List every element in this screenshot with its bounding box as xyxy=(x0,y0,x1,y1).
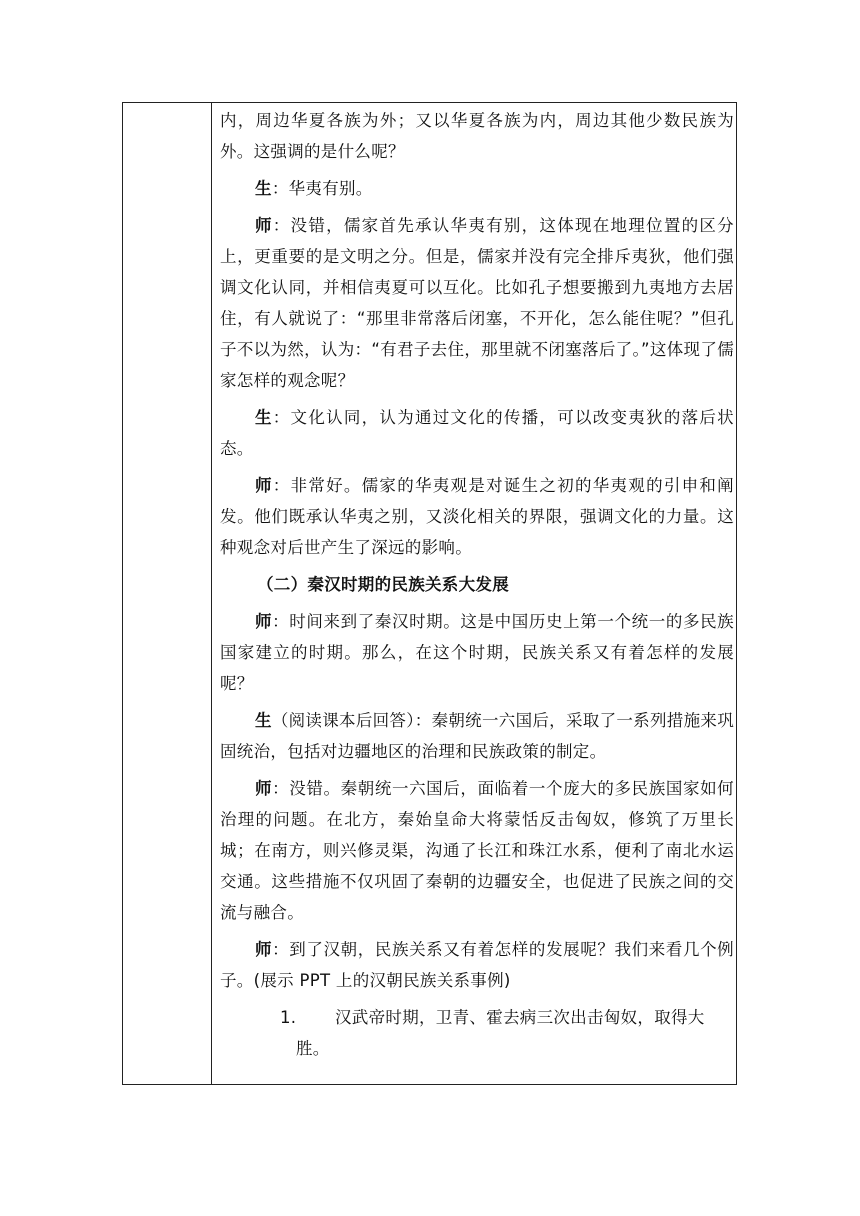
answer-text: ：文化认同，认为通过文化的传播，可以改变夷狄的落后状态。 xyxy=(220,408,734,458)
list-item xyxy=(220,1002,734,1064)
list-text-line: 汉武帝时期，卫青、霍去病三次出击匈奴，取得大 xyxy=(335,1008,705,1027)
lesson-table xyxy=(122,102,737,1085)
remark-text: ：非常好。儒家的华夷观是对诞生之初的华夷观的引申和阐发。他们既承认华夷之别，又淡化相关的界限，强调文化的力量。这种观念对后世产生了深远的影响。 xyxy=(220,476,734,557)
answer-text: （阅读课本后回答）：秦朝统一六国后，采取了一系列措施来巩固统治，包括对边疆地区的治理和民族政策的制定。 xyxy=(220,711,734,761)
teacher-remark xyxy=(220,210,734,396)
answer-text: ：华夷有别。 xyxy=(271,179,373,198)
remark-text: ：没错。秦朝统一六国后，面临着一个庞大的多民族国家如何治理的问题。在北方，秦始皇命大将蒙恬反击匈奴，修筑了万里长城；在南方，则兴修灵渠，沟通了长江和珠江水系，便利了南北水运交通。这些措施不仅巩固了秦朝的边疆安全，也促进了民族之间的交流与融合。 xyxy=(220,779,734,922)
speaker-label: 师 xyxy=(255,779,273,798)
speaker-label: 生 xyxy=(255,711,272,730)
list-text-line: 胜。 xyxy=(296,1039,330,1058)
teacher-remark xyxy=(220,934,734,996)
remark-text: ：时间来到了秦汉时期。这是中国历史上第一个统一的多民族国家建立的时期。那么，在这个时期，民族关系又有着怎样的发展呢？ xyxy=(220,612,734,693)
student-answer xyxy=(220,402,734,464)
speaker-label: 师 xyxy=(255,476,273,495)
remark-text: ：到了汉朝，民族关系又有着怎样的发展呢？我们来看几个例子。(展示 PPT 上的汉朝民族关系事例) xyxy=(220,940,734,990)
speaker-label: 生 xyxy=(255,408,273,427)
student-answer xyxy=(220,705,734,767)
speaker-label: 师 xyxy=(255,612,273,631)
speaker-label: 师 xyxy=(255,940,273,959)
section-heading: （二）秦汉时期的民族关系大发展 xyxy=(257,575,509,594)
teacher-remark xyxy=(220,773,734,928)
student-answer xyxy=(220,173,734,204)
teacher-remark xyxy=(220,470,734,563)
column-divider xyxy=(211,103,212,1084)
lesson-content xyxy=(220,105,734,1064)
teacher-remark xyxy=(220,606,734,699)
speaker-label: 生 xyxy=(255,179,272,198)
remark-text: ：没错，儒家首先承认华夷有别，这体现在地理位置的区分上，更重要的是文明之分。但是，儒家并没有完全排斥夷狄，他们强调文化认同，并相信夷夏可以互化。比如孔子想要搬到九夷地方去居住，有人就说了：“那里非常落后闭塞，不开化，怎么能住呢？”但孔子不以为然，认为：“有君子去住，那里就不闭塞落后了。”这体现了儒家怎样的观念呢？ xyxy=(220,216,734,390)
speaker-label: 师 xyxy=(255,216,273,235)
paragraph-continued: 内，周边华夏各族为外；又以华夏各族为内，周边其他少数民族为外。这强调的是什么呢？ xyxy=(220,111,734,161)
list-number: 1. xyxy=(280,1008,297,1027)
